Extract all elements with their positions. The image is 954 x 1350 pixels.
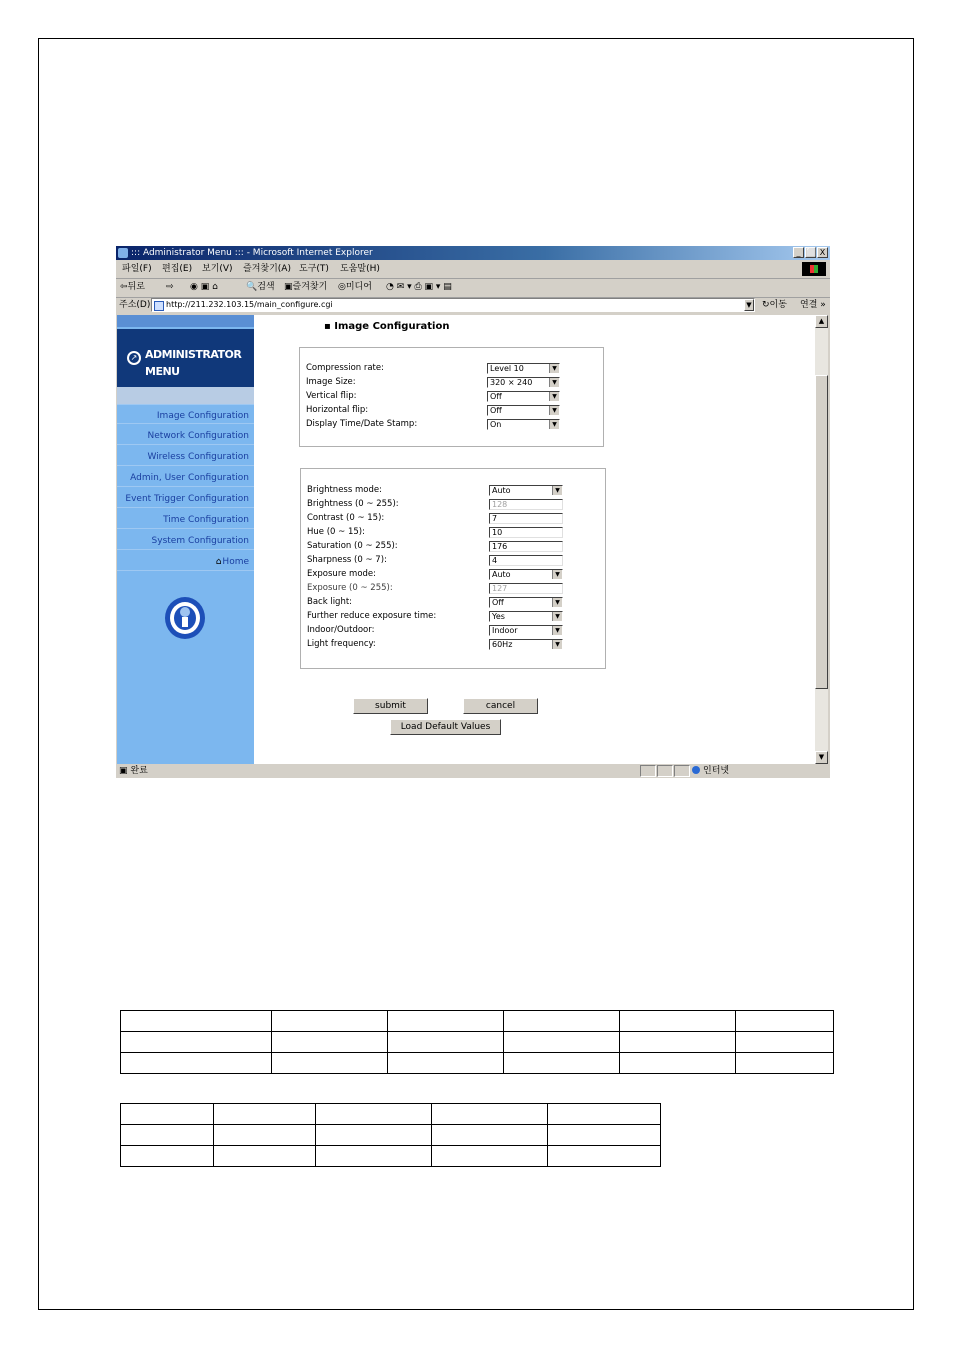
reduce-exposure-select[interactable]: Yes ▼: [489, 611, 563, 622]
sidebar-item-event-trigger-configuration[interactable]: Event Trigger Configuration: [117, 488, 254, 508]
brightness-input[interactable]: 128: [489, 499, 563, 510]
scroll-up-icon[interactable]: ▲: [815, 315, 828, 328]
chevron-down-icon: ▼: [552, 486, 562, 495]
menu-edit[interactable]: 편집(E): [162, 264, 193, 274]
address-bar: [116, 297, 830, 314]
form-row: Further reduce exposure time: Yes ▼: [301, 610, 605, 623]
windows-logo-icon: [802, 262, 826, 276]
toolbar: [116, 278, 830, 298]
compression-rate-select[interactable]: Level 10 ▼: [487, 363, 560, 374]
chevron-down-icon: ▼: [552, 612, 562, 621]
chevron-down-icon: ▼: [552, 570, 562, 579]
chevron-down-icon: ▼: [549, 392, 559, 401]
form-row: Brightness mode: Auto ▼: [301, 484, 605, 497]
sidebar-item-home[interactable]: ⌂Home: [117, 551, 254, 571]
camera-settings-box: [300, 468, 606, 669]
form-row: Exposure mode: Auto ▼: [301, 568, 605, 581]
form-row: Vertical flip: Off ▼: [300, 390, 603, 403]
vertical-flip-select[interactable]: Off ▼: [487, 391, 560, 402]
menu-file[interactable]: 파일(F): [122, 264, 152, 274]
form-row: Back light: Off ▼: [301, 596, 605, 609]
home-icon: ⌂: [215, 557, 222, 567]
page-done-icon: ▣: [119, 766, 128, 776]
content-area: [254, 315, 815, 764]
scroll-down-icon[interactable]: ▼: [815, 751, 828, 764]
title-bar: [116, 246, 830, 260]
cancel-button[interactable]: cancel: [463, 698, 538, 714]
media-button[interactable]: ◎미디어: [338, 282, 372, 292]
back-light-select[interactable]: Off ▼: [489, 597, 563, 608]
links-button[interactable]: 연결 »: [800, 300, 826, 310]
form-row: Brightness (0 ~ 255): 128: [301, 498, 605, 511]
form-row: Sharpness (0 ~ 7): 4: [301, 554, 605, 567]
sharpness-input[interactable]: 4: [489, 555, 563, 566]
sidebar-item-image-configuration[interactable]: Image Configuration: [117, 404, 254, 424]
exposure-input[interactable]: 127: [489, 583, 563, 594]
horizontal-flip-select[interactable]: Off ▼: [487, 405, 560, 416]
form-row: Indoor/Outdoor: Indoor ▼: [301, 624, 605, 637]
status-bar: [116, 764, 830, 778]
form-row: Light frequency: 60Hz ▼: [301, 638, 605, 651]
light-frequency-select[interactable]: 60Hz ▼: [489, 639, 563, 650]
chevron-down-icon: ▼: [549, 420, 559, 429]
sidebar-item-admin-user-configuration[interactable]: Admin, User Configuration: [117, 467, 254, 487]
close-button[interactable]: X: [817, 247, 828, 258]
image-size-select[interactable]: 320 × 240 ▼: [487, 377, 560, 388]
camera-logo-icon: [163, 595, 207, 641]
menu-view[interactable]: 보기(V): [202, 264, 233, 274]
indoor-outdoor-select[interactable]: Indoor ▼: [489, 625, 563, 636]
form-row: Hue (0 ~ 15): 10: [301, 526, 605, 539]
form-row: Exposure (0 ~ 255): 127: [301, 582, 605, 595]
stop-icon[interactable]: ◉ ▣ ⌂: [190, 282, 218, 292]
scroll-thumb[interactable]: [815, 375, 828, 689]
brightness-mode-select[interactable]: Auto ▼: [489, 485, 563, 496]
status-text: ▣ 완료: [119, 766, 148, 776]
chevron-down-icon: ▼: [549, 378, 559, 387]
search-icon: 🔍: [246, 282, 258, 292]
chevron-down-icon: ▼: [549, 364, 559, 373]
form-row: Compression rate: Level 10 ▼: [300, 362, 603, 375]
back-button[interactable]: ⇦뒤로: [120, 282, 145, 292]
load-default-button[interactable]: Load Default Values: [390, 719, 501, 735]
vertical-scrollbar[interactable]: [815, 315, 828, 764]
address-label: 주소(D): [119, 300, 151, 310]
page-icon: [154, 301, 164, 311]
globe-icon: [692, 766, 700, 774]
maximize-button[interactable]: ⬜: [806, 248, 816, 257]
window-title: ::: Administrator Menu ::: - Microsoft Internet Explorer: [131, 248, 373, 258]
forward-button[interactable]: ⇨: [166, 282, 174, 292]
contrast-input[interactable]: 7: [489, 513, 563, 524]
table-row: [121, 1125, 661, 1146]
empty-table-1: [120, 1010, 834, 1074]
form-row: Image Size: 320 × 240 ▼: [300, 376, 603, 389]
table-row: [121, 1053, 834, 1074]
ie-icon: [118, 248, 128, 258]
table-row: [121, 1032, 834, 1053]
chevron-down-icon: ▼: [552, 598, 562, 607]
address-dropdown-icon[interactable]: ▼: [744, 299, 754, 311]
menu-bar: [116, 260, 830, 279]
time-date-stamp-select[interactable]: On ▼: [487, 419, 560, 430]
exposure-mode-select[interactable]: Auto ▼: [489, 569, 563, 580]
submit-button[interactable]: submit: [353, 698, 428, 714]
minimize-button[interactable]: _: [793, 247, 804, 258]
history-icon[interactable]: ◔ ✉ ▾ ⎙ ▣ ▾ ▤: [386, 282, 452, 292]
media-icon: ◎: [338, 282, 346, 292]
menu-favorites[interactable]: 즐겨찾기(A): [243, 264, 291, 274]
table-row: [121, 1104, 661, 1125]
page-title: ▪ Image Configuration: [324, 321, 450, 332]
image-settings-box: [299, 347, 604, 447]
chevron-down-icon: ▼: [552, 626, 562, 635]
menu-tools[interactable]: 도구(T): [299, 264, 329, 274]
saturation-input[interactable]: 176: [489, 541, 563, 552]
sidebar-item-time-configuration[interactable]: Time Configuration: [117, 509, 254, 529]
form-row: Contrast (0 ~ 15): 7: [301, 512, 605, 525]
chevron-down-icon: ▼: [549, 406, 559, 415]
sidebar-item-wireless-configuration[interactable]: Wireless Configuration: [117, 446, 254, 466]
sidebar-item-system-configuration[interactable]: System Configuration: [117, 530, 254, 550]
empty-table-2: [120, 1103, 661, 1167]
table-row: [121, 1146, 661, 1167]
zone-indicator: 인터넷: [692, 764, 729, 778]
form-row: Horizontal flip: Off ▼: [300, 404, 603, 417]
favorites-icon: ▣: [284, 282, 293, 292]
page-viewport: [117, 315, 828, 764]
search-button[interactable]: 🔍검색: [246, 282, 275, 292]
arrow-circle-icon: ↗: [127, 351, 141, 365]
go-button[interactable]: ↻이동: [762, 300, 787, 310]
hue-input[interactable]: 10: [489, 527, 563, 538]
form-row: Display Time/Date Stamp: On ▼: [300, 418, 603, 431]
chevron-down-icon: ▼: [552, 640, 562, 649]
admin-sidebar: [117, 315, 254, 764]
favorites-button[interactable]: ▣즐겨찾기: [284, 282, 328, 292]
table-row: [121, 1011, 834, 1032]
browser-window: [116, 246, 830, 778]
menu-help[interactable]: 도움말(H): [340, 264, 380, 274]
admin-menu-header: ↗ ADMINISTRATOR MENU: [117, 329, 254, 387]
sidebar-item-network-configuration[interactable]: Network Configuration: [117, 425, 254, 445]
address-input[interactable]: http://211.232.103.15/main_configure.cgi: [151, 298, 755, 312]
form-row: Saturation (0 ~ 255): 176: [301, 540, 605, 553]
